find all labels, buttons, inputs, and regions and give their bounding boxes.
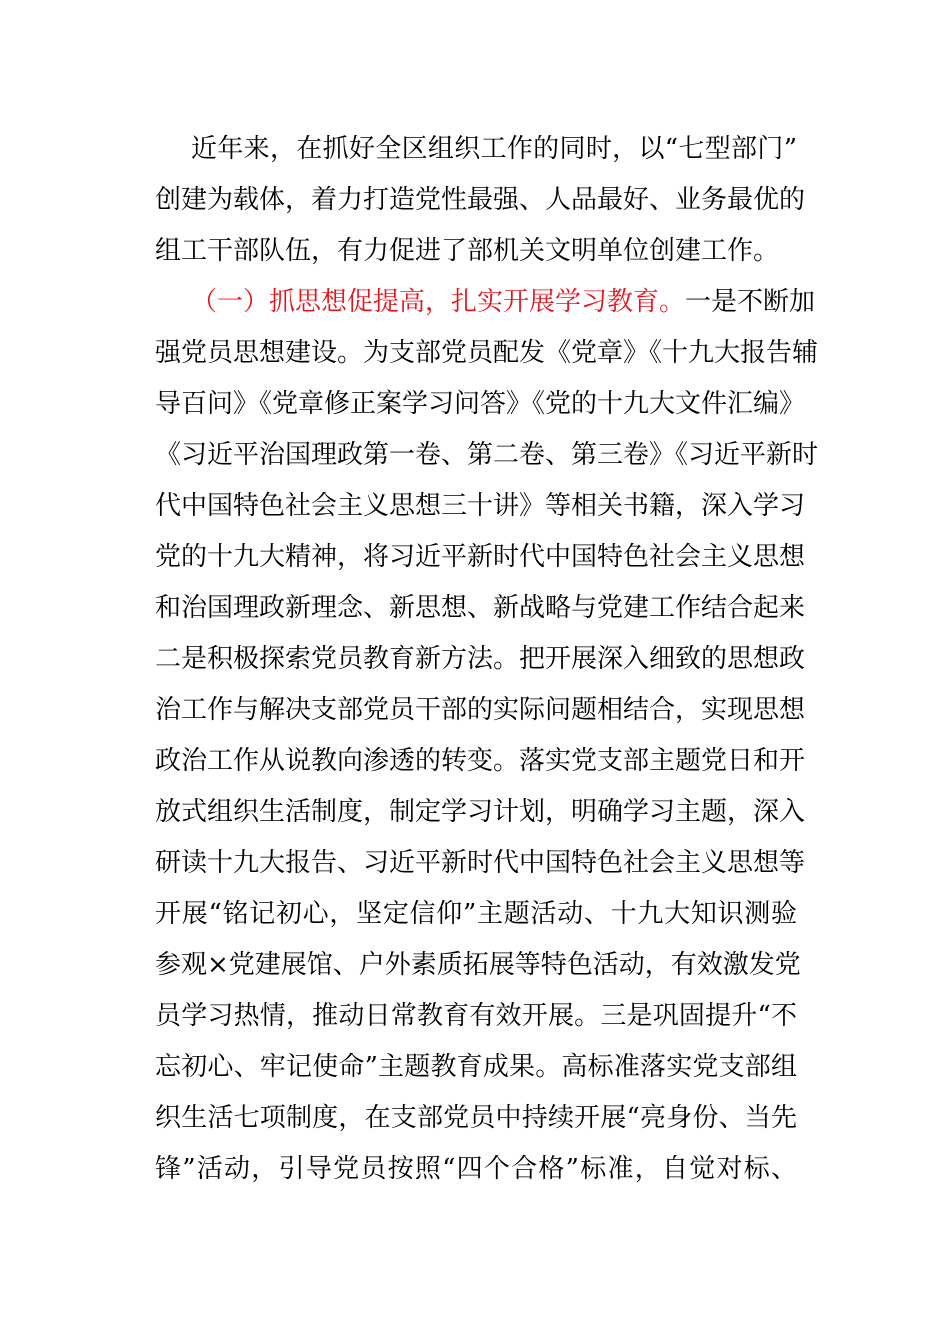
text-line: 政治工作从说教向渗透的转变。落实党支部主题党日和开 <box>155 746 806 776</box>
text-line: 二是积极探索党员教育新方法。把开展深入细致的思想政 <box>155 644 806 674</box>
text-line: 锋”活动，引导党员按照“四个合格”标准，自觉对标、 <box>155 1154 797 1184</box>
text-line: 代中国特色社会主义思想三十讲》等相关书籍，深入学习 <box>155 491 806 521</box>
text-line: 忘初心、牢记使命”主题教育成果。高标准落实党支部组 <box>155 1052 797 1082</box>
text-line: 治工作与解决支部党员干部的实际问题相结合，实现思想 <box>155 695 806 725</box>
text-line: 放式组织生活制度，制定学习计划，明确学习主题，深入 <box>155 797 806 827</box>
text-line: 《习近平治国理政第一卷、第二卷、第三卷》《习近平新时 <box>155 440 819 470</box>
text-line: 党的十九大精神，将习近平新时代中国特色社会主义思想 <box>155 542 806 572</box>
text-line: 强党员思想建设。为支部党员配发《党章》《十九大报告辅 <box>155 338 819 368</box>
text-line: 员学习热情，推动日常教育有效开展。三是巩固提升“不 <box>155 1001 797 1031</box>
text-line: 近年来，在抓好全区组织工作的同时，以“七型部门” <box>191 134 797 164</box>
heading-tail-text: 一是不断加 <box>685 287 816 317</box>
text-line: 织生活七项制度，在支部党员中持续开展“亮身份、当先 <box>155 1103 797 1133</box>
section-heading: （一）抓思想促提高，扎实开展学习教育。 <box>191 287 686 317</box>
text-line: 和治国理政新理念、新思想、新战略与党建工作结合起来 <box>155 593 806 623</box>
document-body <box>155 124 819 1195</box>
text-line: 开展“铭记初心，坚定信仰”主题活动、十九大知识测验 <box>155 899 797 929</box>
text-line: 导百问》《党章修正案学习问答》《党的十九大文件汇编》 <box>155 389 806 419</box>
text-line: 组工干部队伍，有力促进了部机关文明单位创建工作。 <box>155 236 780 266</box>
text-line: 研读十九大报告、习近平新时代中国特色社会主义思想等 <box>155 848 806 878</box>
text-line: 创建为载体，着力打造党性最强、人品最好、业务最优的 <box>155 185 806 215</box>
text-line: 参观×党建展馆、户外素质拓展等特色活动，有效激发党 <box>155 950 801 980</box>
section-heading-line <box>155 277 816 328</box>
